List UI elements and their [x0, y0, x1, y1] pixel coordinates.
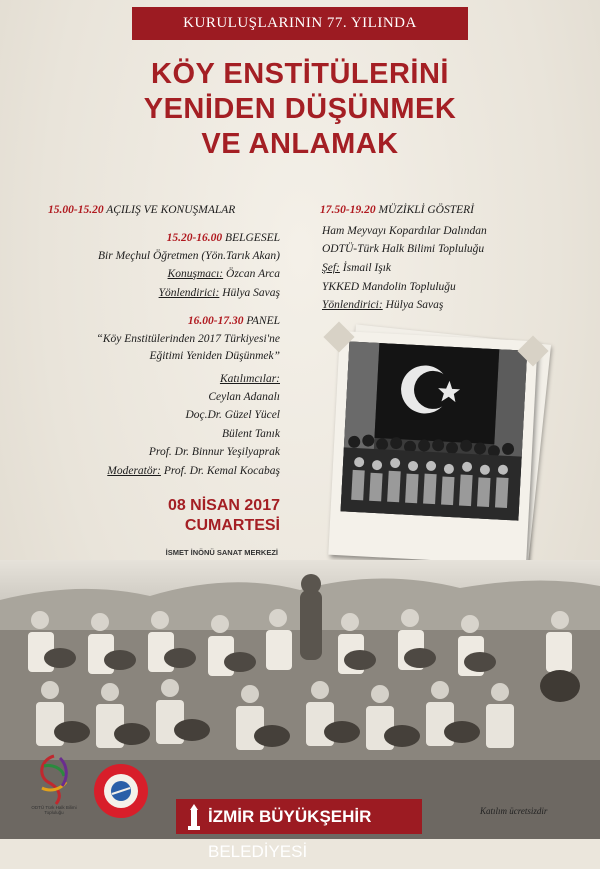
panel-participants-label: Katılımcılar:: [219, 373, 280, 385]
clock-tower-icon: [186, 804, 202, 830]
halk-bilimi-logo-icon: [34, 752, 74, 808]
documentary-moderator: [159, 287, 280, 299]
participant-4: Prof. Dr. Binnur Yeşilyaprak: [148, 446, 280, 458]
title-line-1: KÖY ENSTİTÜLERİNİ: [151, 58, 449, 90]
documentary-film: Bir Meçhul Öğretmen (Yön.Tarık Akan): [98, 250, 280, 262]
music-moderator-label: Yönlendirici:: [322, 299, 383, 311]
panel-moderator-label: Moderatör:: [107, 465, 161, 477]
music-moderator: [322, 299, 443, 311]
conductor-label: Şef:: [322, 262, 340, 274]
flag-scene-illustration: [341, 341, 528, 520]
session-opening: [48, 204, 235, 216]
municipality-name: [208, 799, 422, 869]
mandolin-club-logo-icon: [92, 762, 150, 820]
children-group-illustration: [0, 560, 600, 839]
session-panel: [188, 315, 280, 327]
photo-card-front: [328, 331, 537, 565]
session-documentary: [167, 232, 280, 244]
panel-moderator-name: Prof. Dr. Kemal Kocabaş: [163, 465, 280, 477]
session-music: [320, 204, 474, 216]
speaker-label: Konuşmacı:: [167, 268, 224, 280]
music-moderator-name: Hülya Savaş: [385, 299, 444, 311]
session-documentary-time: 15.20-16.00: [166, 232, 223, 244]
municipality-footer: [176, 799, 422, 861]
municipality-name-rest: BELEDİYESİ: [208, 842, 308, 861]
session-opening-time: 15.00-15.20: [48, 204, 104, 216]
participant-2: Doç.Dr. Güzel Yücel: [185, 409, 280, 421]
children-mandolin-photo: [0, 560, 600, 839]
municipality-name-bold: İZMİR BÜYÜKŞEHİR: [208, 807, 372, 826]
free-entry-note: Katılım ücretsizdir: [480, 806, 548, 816]
session-panel-time: 16.00-17.30: [187, 315, 244, 327]
session-opening-title: AÇILIŞ VE KONUŞMALAR: [106, 204, 236, 216]
panel-moderator: [107, 465, 280, 477]
speaker-name: Özcan Arca: [226, 268, 280, 280]
event-date: 08 NİSAN 2017: [167, 497, 280, 514]
event-day: CUMARTESİ: [184, 517, 280, 534]
moderator-label: Yönlendirici:: [158, 287, 220, 299]
conductor-name: İsmail Işık: [342, 262, 391, 274]
historic-photo-card: [326, 322, 546, 570]
session-music-title: MÜZİKLİ GÖSTERİ: [378, 204, 474, 216]
music-line-2: ODTÜ-Türk Halk Bilimi Topluluğu: [322, 243, 485, 255]
panel-topic-line-1: “Köy Enstitülerinden 2017 Türkiyesi'ne: [96, 333, 280, 345]
event-venue: İSMET İNÖNÜ SANAT MERKEZİ: [165, 548, 278, 557]
participant-1: Ceylan Adanalı: [208, 391, 280, 403]
moderator-name: Hülya Savaş: [222, 287, 280, 299]
music-line-4: YKKED Mandolin Topluluğu: [322, 281, 456, 293]
vintage-group-photo: [341, 341, 528, 520]
logo-caption: ODTÜ Türk Halk Bilimi Topluluğu: [31, 805, 77, 815]
anniversary-banner: KURULUŞLARININ 77. YILINDA: [132, 7, 468, 40]
participant-3: Bülent Tanık: [221, 428, 280, 440]
panel-topic-line-2: Eğitimi Yeniden Düşünmek”: [149, 350, 280, 362]
music-line-1: Ham Meyvayı Kopardılar Dalından: [322, 225, 487, 237]
title-line-3: VE ANLAMAK: [201, 128, 399, 160]
session-documentary-title: BELGESEL: [225, 232, 280, 244]
session-panel-title: PANEL: [246, 315, 280, 327]
documentary-speaker: [168, 268, 280, 280]
music-conductor: [322, 262, 391, 274]
title-line-2: YENİDEN DÜŞÜNMEK: [143, 93, 457, 125]
session-music-time: 17.50-19.20: [320, 204, 376, 216]
